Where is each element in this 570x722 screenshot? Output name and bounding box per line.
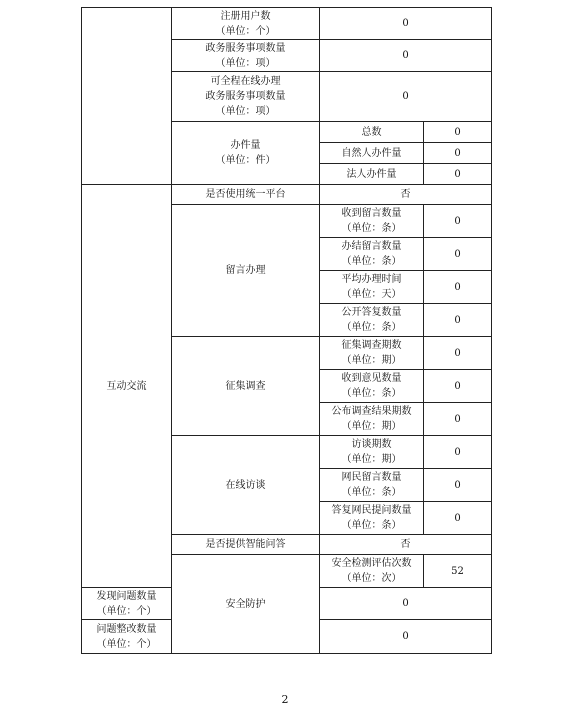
row-label: 是否使用统一平台: [172, 185, 320, 205]
sub-value: 0: [424, 502, 492, 535]
sub-value: 0: [424, 205, 492, 238]
row-value: 0: [320, 8, 492, 40]
sub-label: 平均办理时间 （单位：天）: [320, 271, 424, 304]
sub-label: 访谈期数 （单位：期）: [320, 436, 424, 469]
row-label: 发现问题数量 （单位：个）: [82, 588, 172, 620]
table-row: [82, 8, 492, 40]
table-row: [82, 185, 492, 205]
row-label: 政务服务事项数量 （单位：项）: [172, 40, 320, 72]
row-value: 0: [320, 40, 492, 72]
group-label-survey: 征集调查: [172, 337, 320, 436]
group-label-interview: 在线访谈: [172, 436, 320, 535]
row-value: 52: [424, 555, 492, 588]
sub-value: 0: [424, 469, 492, 502]
sub-value: 0: [424, 370, 492, 403]
blank-section-cell: [82, 8, 172, 185]
row-value: 0: [320, 588, 492, 620]
sub-value: 0: [424, 337, 492, 370]
sub-value: 0: [424, 164, 492, 185]
row-label: 安全检测评估次数 （单位：次）: [320, 555, 424, 588]
sub-value: 0: [424, 238, 492, 271]
sub-value: 0: [424, 436, 492, 469]
row-label: 问题整改数量 （单位：个）: [82, 620, 172, 654]
sub-value: 0: [424, 122, 492, 143]
sub-label: 自然人办件量: [320, 143, 424, 164]
row-label: 可全程在线办理 政务服务事项数量 （单位：项）: [172, 72, 320, 122]
page-number: 2: [281, 693, 289, 706]
sub-label: 收到意见数量 （单位：条）: [320, 370, 424, 403]
sub-value: 0: [424, 271, 492, 304]
row-label: 注册用户数 （单位：个）: [172, 8, 320, 40]
sub-label: 总数: [320, 122, 424, 143]
sub-value: 0: [424, 143, 492, 164]
sub-value: 0: [424, 403, 492, 436]
row-value: 否: [320, 185, 492, 205]
sub-value: 0: [424, 304, 492, 337]
group-label-messages: 留言办理: [172, 205, 320, 337]
section-label-interaction: 互动交流: [82, 185, 172, 588]
sub-label: 网民留言数量 （单位：条）: [320, 469, 424, 502]
row-value: 否: [320, 535, 492, 555]
sub-label: 答复网民提问数量 （单位：条）: [320, 502, 424, 535]
row-value: 0: [320, 72, 492, 122]
sub-label: 收到留言数量 （单位：条）: [320, 205, 424, 238]
section-label-security: 安全防护: [172, 555, 320, 654]
cases-label: 办件量 （单位：件）: [172, 122, 320, 185]
sub-label: 公开答复数量 （单位：条）: [320, 304, 424, 337]
sub-label: 征集调查期数 （单位：期）: [320, 337, 424, 370]
sub-label: 办结留言数量 （单位：条）: [320, 238, 424, 271]
sub-label: 法人办件量: [320, 164, 424, 185]
row-label: 是否提供智能问答: [172, 535, 320, 555]
row-value: 0: [320, 620, 492, 654]
statistics-table: [81, 7, 492, 654]
sub-label: 公布调查结果期数 （单位：期）: [320, 403, 424, 436]
